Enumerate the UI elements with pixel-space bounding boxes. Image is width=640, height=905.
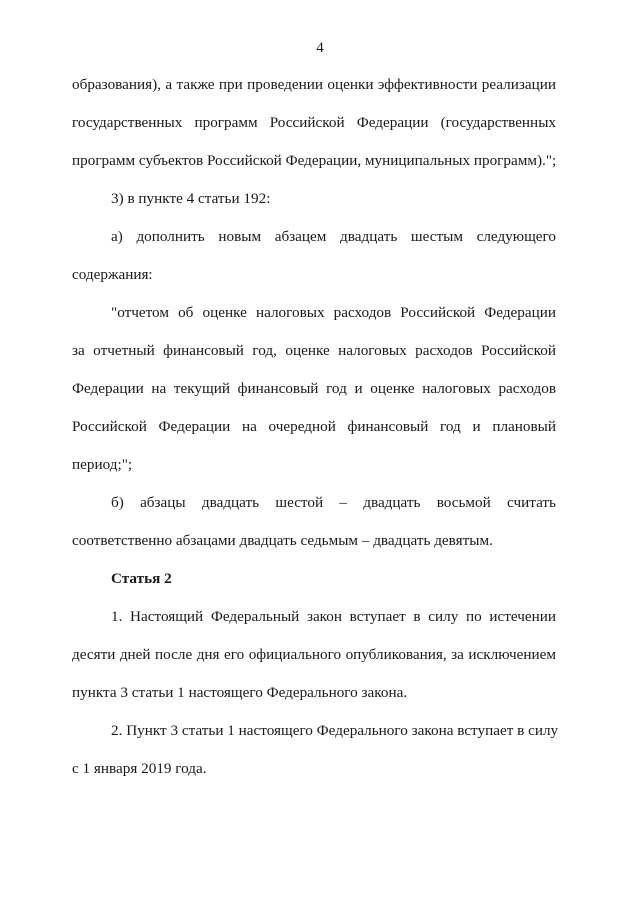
article-heading: Статья 2: [111, 570, 172, 587]
text-line: Федерации на текущий финансовый год и оценке налоговых расходов: [72, 380, 556, 397]
text-line: период;";: [72, 456, 133, 473]
text-line: государственных программ Российской Федерации (государственных: [72, 114, 556, 131]
text-line: 1. Настоящий Федеральный закон вступает в силу по истечении: [111, 608, 556, 625]
page-number: 4: [316, 40, 324, 56]
text-line: за отчетный финансовый год, оценке налоговых расходов Российской: [72, 342, 556, 359]
text-line: программ субъектов Российской Федерации, муниципальных программ).";: [72, 152, 557, 169]
text-line: "отчетом об оценке налоговых расходов Российской Федерации: [111, 304, 556, 321]
text-line: Российской Федерации на очередной финансовый год и плановый: [72, 418, 556, 435]
text-line: содержания:: [72, 266, 153, 283]
text-line: пункта 3 статьи 1 настоящего Федерального закона.: [72, 684, 408, 701]
text-line: образования), а также при проведении оценки эффективности реализации: [72, 76, 556, 93]
text-line: с 1 января 2019 года.: [72, 760, 207, 777]
text-line: десяти дней после дня его официального опубликования, за исключением: [72, 646, 556, 663]
text-line: 2. Пункт 3 статьи 1 настоящего Федерального закона вступает в силу: [111, 722, 559, 739]
text-line: 3) в пункте 4 статьи 192:: [111, 190, 271, 207]
text-line: б) абзацы двадцать шестой – двадцать восьмой считать: [111, 494, 556, 511]
text-line: а) дополнить новым абзацем двадцать шестым следующего: [111, 228, 556, 245]
text-line: соответственно абзацами двадцать седьмым – двадцать девятым.: [72, 532, 493, 549]
